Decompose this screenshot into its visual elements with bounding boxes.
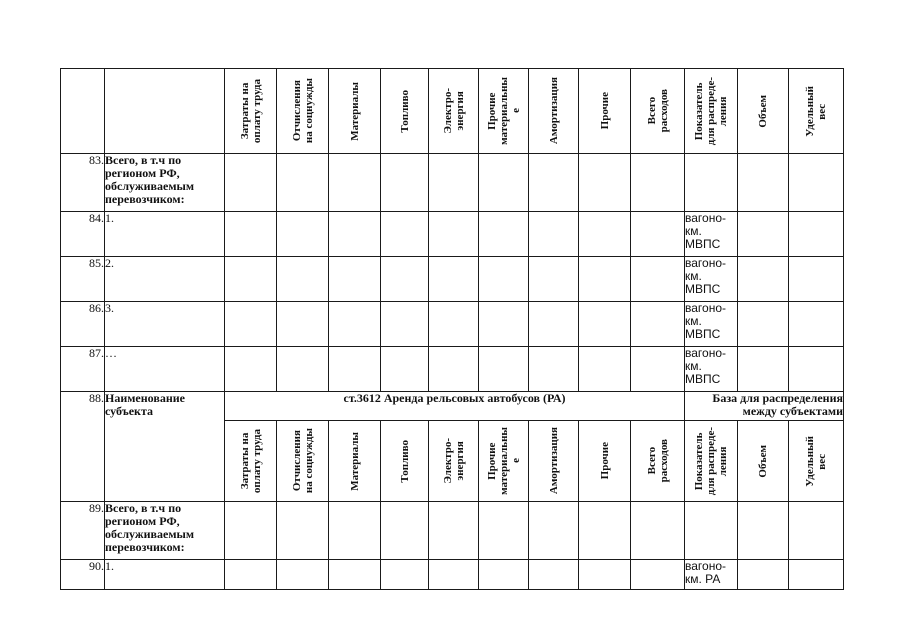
col-header-materials: Материалы: [329, 421, 381, 502]
row-unit: вагоно-км. МВПС: [685, 302, 738, 347]
col-header-depreciation: Амортизация: [529, 421, 579, 502]
table-row: [61, 560, 844, 590]
cell: [329, 502, 381, 560]
header-row: [61, 69, 844, 154]
table-row: [61, 154, 844, 212]
col-header-other: Прочие: [579, 421, 631, 502]
cell: [329, 560, 381, 590]
section-header-row: [61, 392, 844, 421]
cell: [429, 347, 479, 392]
col-header-electricity: Электро- энергия: [429, 421, 479, 502]
cell: [329, 257, 381, 302]
cell: [381, 257, 429, 302]
cell: [631, 347, 685, 392]
cell: [579, 347, 631, 392]
col-header-total: Всего расходов: [631, 421, 685, 502]
col-header-other-material: Прочие материальны е: [479, 421, 529, 502]
cell: [631, 302, 685, 347]
cell: [329, 347, 381, 392]
cell: [277, 257, 329, 302]
cell: [529, 347, 579, 392]
cell: [738, 560, 789, 590]
cell: [429, 502, 479, 560]
row-unit: [685, 502, 738, 560]
cell: [329, 212, 381, 257]
cell: [329, 154, 381, 212]
col-header-other: Прочие: [579, 69, 631, 154]
cell: [277, 302, 329, 347]
col-header-fuel: Топливо: [381, 69, 429, 154]
cell: [789, 560, 844, 590]
cell: [529, 560, 579, 590]
cell: [738, 502, 789, 560]
table-row: [61, 502, 844, 560]
cell: [429, 302, 479, 347]
cell: [277, 347, 329, 392]
cell: [225, 302, 277, 347]
col-header-other-material: Прочие материальны е: [479, 69, 529, 154]
cell: [579, 212, 631, 257]
row-name: Всего, в т.ч по регионом РФ, обслуживаемым перевозчиком:: [105, 502, 225, 560]
cell: [579, 302, 631, 347]
distribution-base-title: База для распределения между субъектами: [685, 392, 844, 421]
cell: [529, 302, 579, 347]
cell: [738, 212, 789, 257]
row-number: 90.: [61, 560, 105, 590]
col-header-indicator: Показатель для распреде- ления: [685, 421, 738, 502]
cell: [479, 347, 529, 392]
cell: [429, 212, 479, 257]
cell: [789, 257, 844, 302]
cell: [789, 154, 844, 212]
row-number: 89.: [61, 502, 105, 560]
cell: [225, 212, 277, 257]
col-header-labor: Затраты на оплату труда: [225, 69, 277, 154]
cell: [381, 502, 429, 560]
row-name: …: [105, 347, 225, 392]
row-unit: [685, 154, 738, 212]
cell: [529, 257, 579, 302]
row-unit: вагоно-км. МВПС: [685, 257, 738, 302]
row-name: 3.: [105, 302, 225, 347]
row-name: 2.: [105, 257, 225, 302]
cell: [631, 560, 685, 590]
cell: [479, 560, 529, 590]
cell: [381, 560, 429, 590]
cell: [579, 560, 631, 590]
col-header-depreciation: Амортизация: [529, 69, 579, 154]
cell: [631, 154, 685, 212]
col-header-labor: Затраты на оплату труда: [225, 421, 277, 502]
cell: [479, 154, 529, 212]
cell: [225, 560, 277, 590]
col-header-indicator: Показатель для распреде- ления: [685, 69, 738, 154]
cell: [789, 347, 844, 392]
section-title: ст.3612 Аренда рельсовых автобусов (РА): [225, 392, 685, 421]
row-number: 86.: [61, 302, 105, 347]
cell: [738, 257, 789, 302]
row-name: 1.: [105, 212, 225, 257]
cell: [529, 502, 579, 560]
col-header-share: Удельный вес: [789, 69, 844, 154]
table-row: [61, 347, 844, 392]
cell: [789, 302, 844, 347]
cell: [738, 347, 789, 392]
cell: [529, 212, 579, 257]
cell: [381, 154, 429, 212]
cell: [479, 212, 529, 257]
cell: [329, 302, 381, 347]
row-unit: вагоно-км. РА: [685, 560, 738, 590]
row-unit: вагоно-км. МВПС: [685, 212, 738, 257]
table-row: [61, 302, 844, 347]
cell: [479, 257, 529, 302]
subject-name-header: Наименование субъекта: [105, 392, 225, 502]
col-header-materials: Материалы: [329, 69, 381, 154]
col-header-share: Удельный вес: [789, 421, 844, 502]
cell: [579, 502, 631, 560]
col-header-social: Отчисления на соцнужды: [277, 421, 329, 502]
cell: [631, 502, 685, 560]
cell: [479, 502, 529, 560]
cell: [429, 257, 479, 302]
table-row: [61, 257, 844, 302]
col-header-volume: Объем: [738, 69, 789, 154]
cell: [579, 154, 631, 212]
cell: [479, 302, 529, 347]
col-header-social: Отчисления на соцнужды: [277, 69, 329, 154]
cell: [381, 212, 429, 257]
cell: [381, 347, 429, 392]
cost-allocation-table: [60, 68, 844, 590]
cell: [277, 560, 329, 590]
row-name: 1.: [105, 560, 225, 590]
table-row: [61, 212, 844, 257]
row-unit: вагоно-км. МВПС: [685, 347, 738, 392]
cell: [277, 502, 329, 560]
col-header-electricity: Электро- энергия: [429, 69, 479, 154]
row-number: 88.: [61, 392, 105, 502]
cell: [631, 212, 685, 257]
row-number: 87.: [61, 347, 105, 392]
row-number: 84.: [61, 212, 105, 257]
cell: [225, 257, 277, 302]
cell: [381, 302, 429, 347]
row-number: 85.: [61, 257, 105, 302]
cell: [631, 257, 685, 302]
cell: [277, 154, 329, 212]
cell: [277, 212, 329, 257]
cell: [529, 154, 579, 212]
cell: [738, 154, 789, 212]
cell: [579, 257, 631, 302]
cell: [789, 502, 844, 560]
header-num-cell: [61, 69, 105, 154]
cell: [429, 154, 479, 212]
cell: [225, 502, 277, 560]
cell: [225, 154, 277, 212]
header-name-cell: [105, 69, 225, 154]
cell: [738, 302, 789, 347]
cell: [225, 347, 277, 392]
row-name: Всего, в т.ч по регионом РФ, обслуживаемым перевозчиком:: [105, 154, 225, 212]
row-number: 83.: [61, 154, 105, 212]
cell: [429, 560, 479, 590]
cell: [789, 212, 844, 257]
col-header-total: Всего расходов: [631, 69, 685, 154]
col-header-volume: Объем: [738, 421, 789, 502]
col-header-fuel: Топливо: [381, 421, 429, 502]
